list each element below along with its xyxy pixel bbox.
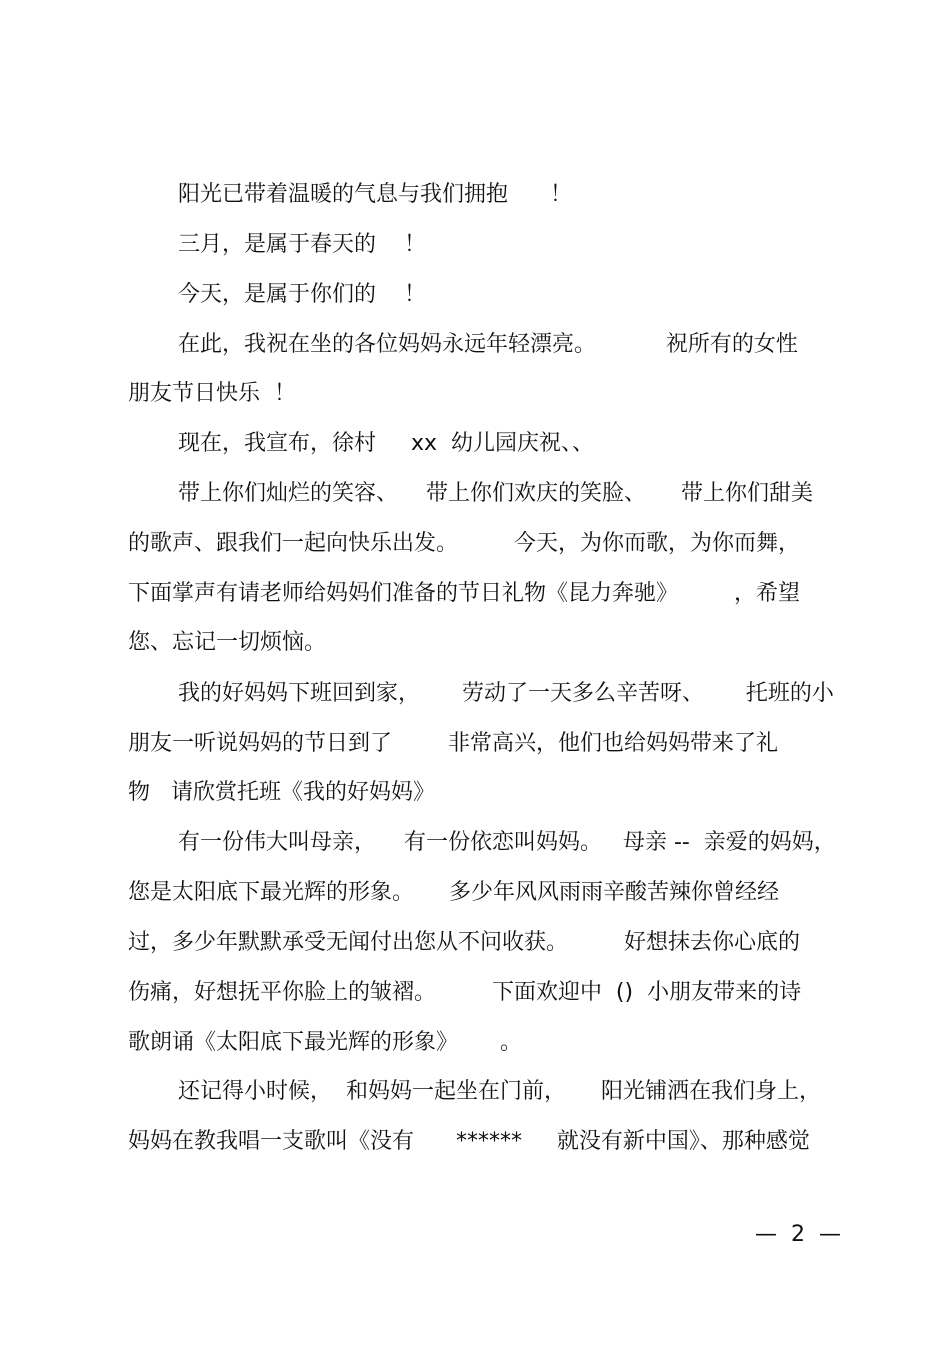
paragraph-line: 朋友节日快乐 ！ <box>128 381 296 406</box>
paragraph-line: 阳光已带着温暖的气息与我们拥抱 ！ <box>178 182 572 207</box>
paragraph-line: 三月，是属于春天的 ！ <box>178 232 426 257</box>
paragraph-line: 您、忘记一切烦恼。 <box>128 630 327 655</box>
paragraph-line: 带上你们灿烂的笑容、 带上你们欢庆的笑脸、 带上你们甜美 <box>178 481 813 506</box>
paragraph-line: 下面掌声有请老师给妈妈们准备的节日礼物《昆力奔驰》 ，希望 <box>128 581 800 606</box>
paragraph-line: 伤痛，好想抚平你脸上的皱褶。 下面欢迎中 () 小朋友带来的诗 <box>128 980 802 1005</box>
paragraph-line: 物 请欣赏托班《我的好妈妈》 <box>128 780 435 805</box>
paragraph-line: 今天，是属于你们的 ！ <box>178 282 426 307</box>
paragraph-line: 朋友一听说妈妈的节日到了 非常高兴，他们也给妈妈带来了礼 <box>128 731 778 756</box>
page-number: — 2 — <box>755 1222 841 1247</box>
paragraph-line: 现在，我宣布，徐村 xx 幼儿园庆祝、、 <box>178 431 594 456</box>
paragraph-line: 还记得小时候， 和妈妈一起坐在门前， 阳光铺洒在我们身上， <box>178 1079 821 1104</box>
paragraph-line: 歌朗诵《太阳底下最光辉的形象》 。 <box>128 1030 522 1055</box>
paragraph-line: 妈妈在教我唱一支歌叫《没有 ****** 就没有新中国》、那种感觉 <box>128 1129 810 1154</box>
paragraph-line: 我的好妈妈下班回到家， 劳动了一天多么辛苦呀、 托班的小 <box>178 681 834 706</box>
paragraph-line: 的歌声、跟我们一起向快乐出发。 今天，为你而歌，为你而舞， <box>128 531 800 556</box>
paragraph-line: 有一份伟大叫母亲， 有一份依恋叫妈妈。 母亲 -- 亲爱的妈妈， <box>178 830 836 855</box>
paragraph-line: 在此，我祝在坐的各位妈妈永远年轻漂亮。 祝所有的女性 <box>178 332 798 357</box>
paragraph-line: 过，多少年默默承受无闻付出您从不问收获。 好想抹去你心底的 <box>128 930 800 955</box>
paragraph-line: 您是太阳底下最光辉的形象。 多少年风风雨雨辛酸苦辣你曾经经 <box>128 880 779 905</box>
